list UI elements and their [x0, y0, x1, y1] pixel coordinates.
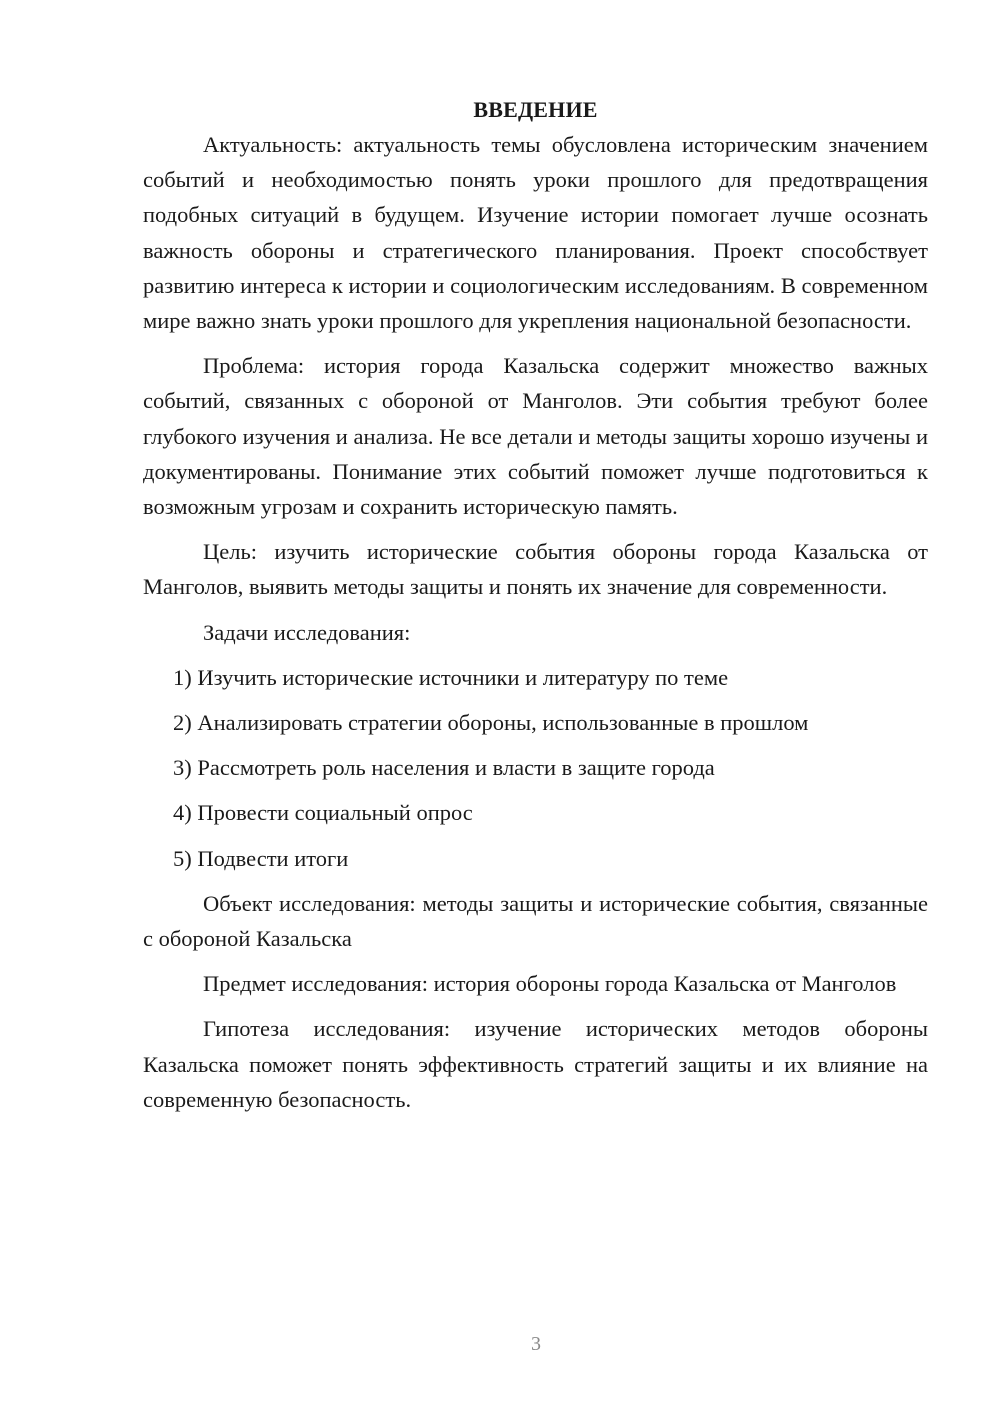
page-title: ВВЕДЕНИЕ	[473, 97, 598, 122]
goal-paragraph: Цель: изучить исторические события обороны города Казальска от Манголов, выявить методы защиты и понять их значение для современности.	[143, 539, 928, 600]
list-item: 5) Подвести итоги	[173, 845, 349, 871]
list-item: 1) Изучить исторические источники и литературу по теме	[173, 664, 729, 690]
tasks-heading: Задачи исследования:	[203, 619, 411, 645]
list-item: 2) Анализировать стратегии обороны, использованные в прошлом	[173, 710, 809, 736]
subject-paragraph: Предмет исследования: история обороны города Казальска от Манголов	[203, 971, 897, 997]
relevance-paragraph: Актуальность: актуальность темы обусловлена историческим значением событий и необходимостью понять уроки прошлого для предотвращения подобных ситуаций в будущем. Изучение истории помогает лучше осознать важность обороны и стратегического планирования. Проект способствует развитию интереса к истории и социологическим исследованиям. В современном мире важно знать уроки прошлого для укрепления национальной безопасности.	[143, 132, 928, 334]
object-paragraph: Объект исследования: методы защиты и исторические события, связанные с обороной Казальска	[143, 890, 928, 952]
problem-paragraph: Проблема: история города Казальска содержит множество важных событий, связанных с обороной от Манголов. Эти события требуют более глубокого изучения и анализа. Не все детали и методы защиты хорошо изучены и документированы. Понимание этих событий поможет лучше подготовиться к возможным угрозам и сохранить историческую память.	[143, 353, 928, 520]
tasks-list	[143, 660, 928, 876]
hypothesis-paragraph: Гипотеза исследования: изучение исторических методов обороны Казальска поможет понять эффективность стратегий защиты и их влияние на современную безопасность.	[143, 1016, 928, 1112]
list-item: 3) Рассмотреть роль населения и власти в защите города	[173, 755, 715, 781]
list-item: 4) Провести социальный опрос	[173, 800, 473, 826]
page-content	[143, 92, 928, 1127]
page-number: 3	[531, 1333, 541, 1355]
